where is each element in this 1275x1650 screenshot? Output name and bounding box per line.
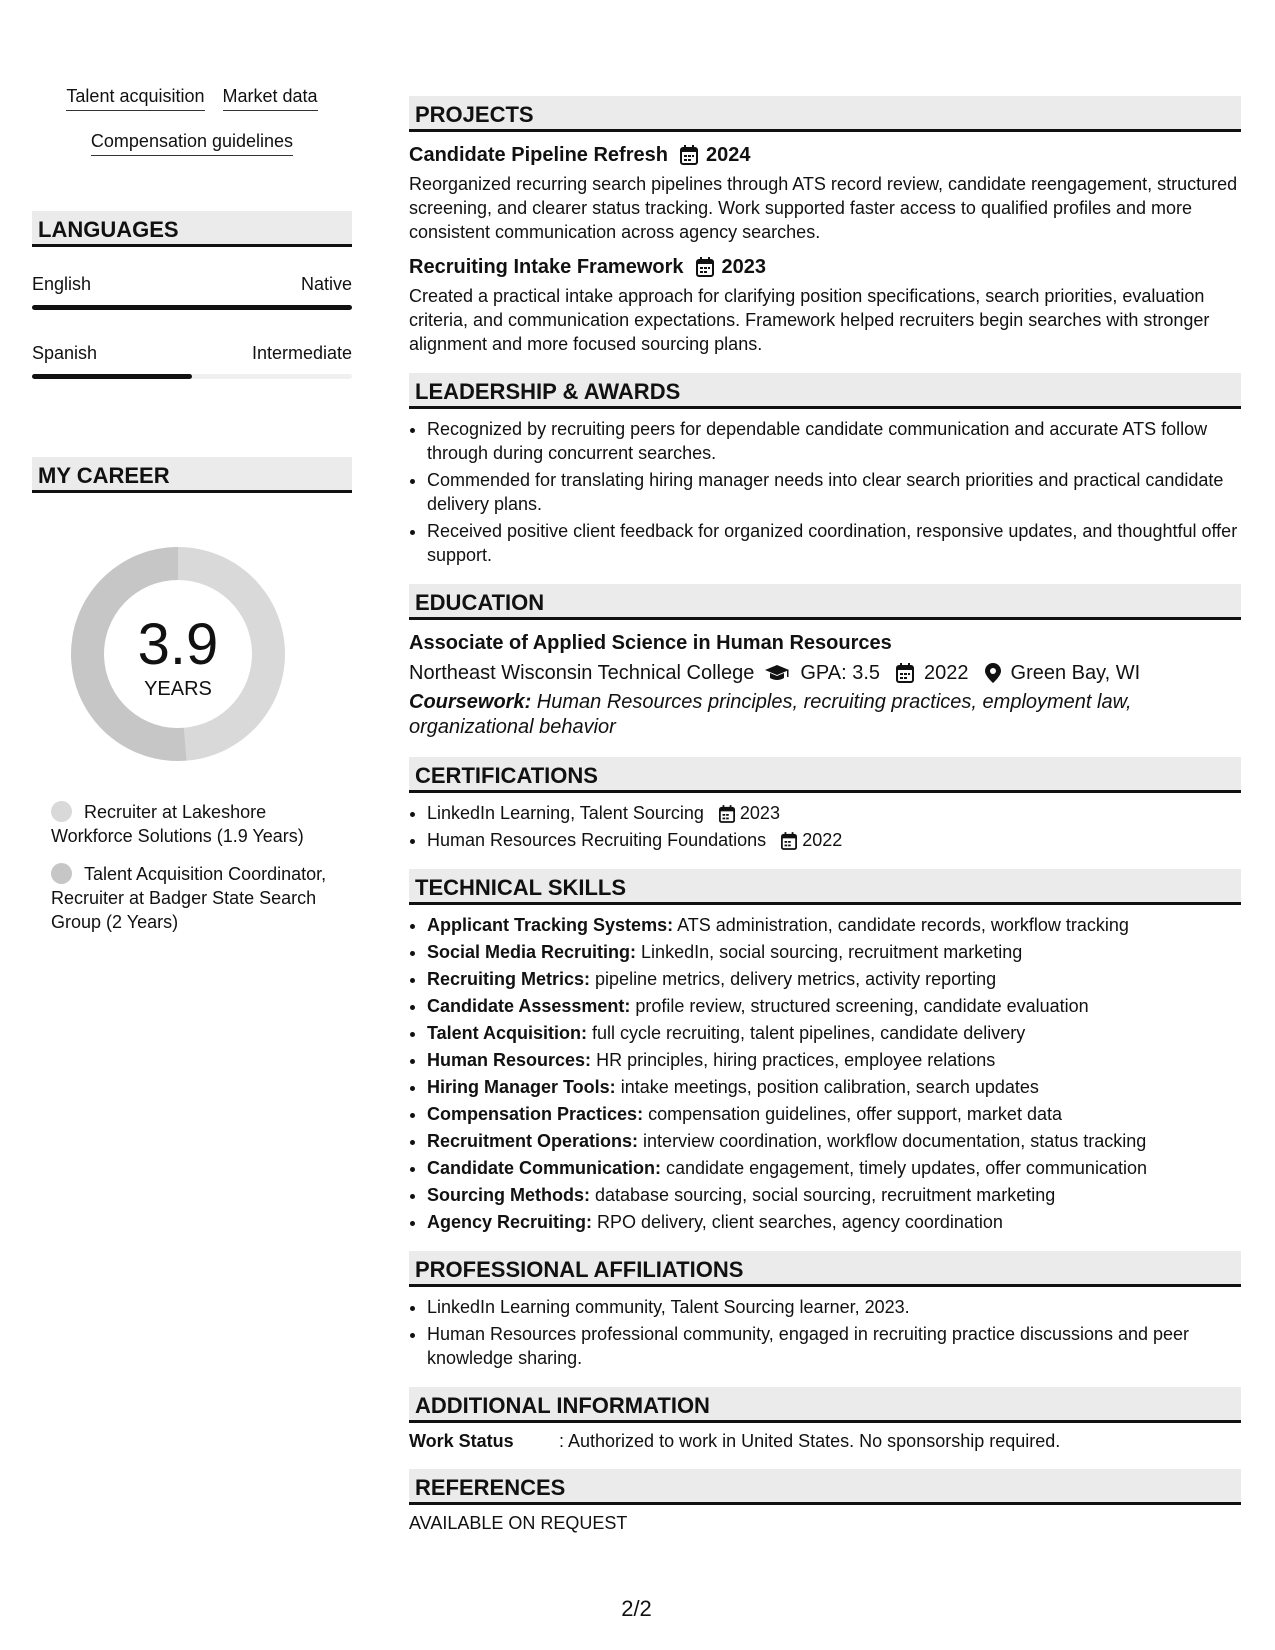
- skill-item: [427, 1075, 1241, 1099]
- certification-item: [427, 828, 1241, 852]
- career-heading: MY CAREER: [32, 457, 352, 493]
- list-item: • Human Resources professional community, engaged in recruiting practice discussions and peer knowledge sharing.: [427, 1322, 1241, 1370]
- skill-label: Talent Acquisition:: [427, 1023, 587, 1043]
- references-heading: REFERENCES: [409, 1469, 1241, 1505]
- projects-section: [409, 96, 1241, 356]
- skill-value: database sourcing, social sourcing, recruitment marketing: [590, 1185, 1056, 1205]
- skill-value: pipeline metrics, delivery metrics, activity reporting: [590, 969, 997, 989]
- degree-title: Associate of Applied Science in Human Resources: [409, 631, 892, 654]
- certification-name: LinkedIn Learning, Talent Sourcing: [427, 803, 704, 823]
- certifications-section: [409, 757, 1241, 852]
- certification-year: 2023: [739, 803, 780, 823]
- work-status-row: [409, 1431, 1241, 1452]
- skill-tags: [32, 86, 352, 176]
- calendar-icon: [696, 257, 714, 277]
- project-name: Candidate Pipeline Refresh: [409, 143, 668, 166]
- projects-heading: PROJECTS: [409, 96, 1241, 132]
- legend-label: Talent Acquisition Coordinator, Recruiter at Badger State Search Group (2 Years): [51, 864, 327, 932]
- certification-item: [427, 801, 1241, 825]
- skill-item: [427, 994, 1241, 1018]
- gpa: GPA: 3.5: [800, 661, 881, 684]
- additional-section: [409, 1387, 1241, 1452]
- skill-value: compensation guidelines, offer support, market data: [643, 1104, 1062, 1124]
- skill-label: Applicant Tracking Systems:: [427, 915, 674, 935]
- certification-name: Human Resources Recruiting Foundations: [427, 830, 767, 850]
- skill-value: candidate engagement, timely updates, offer communication: [661, 1158, 1147, 1178]
- skill-label: Sourcing Methods:: [427, 1185, 590, 1205]
- skill-label: Candidate Assessment:: [427, 996, 631, 1016]
- language-name: English: [32, 274, 92, 294]
- skill-value: full cycle recruiting, talent pipelines, candidate delivery: [587, 1023, 1026, 1043]
- skill-label: Agency Recruiting:: [427, 1212, 593, 1232]
- language-row: [32, 274, 352, 295]
- skill-item: [427, 940, 1241, 964]
- education-section: [409, 584, 1241, 740]
- project-title: [409, 140, 1241, 170]
- list-item: • Recognized by recruiting peers for dependable candidate communication and accurate ATS follow through during concurrent searches.: [427, 417, 1241, 465]
- project-year: 2024: [705, 143, 751, 166]
- page-number-text: 2/2: [621, 1596, 652, 1621]
- languages-heading: LANGUAGES: [32, 211, 352, 247]
- skill-label: Recruiting Metrics:: [427, 969, 591, 989]
- skill-value: LinkedIn, social sourcing, recruitment marketing: [636, 942, 1023, 962]
- references-text: AVAILABLE ON REQUEST: [409, 1513, 628, 1533]
- skill-item: [427, 1129, 1241, 1153]
- work-status-label: Work Status: [409, 1431, 514, 1451]
- skill-label: Social Media Recruiting:: [427, 942, 637, 962]
- skill-value: interview coordination, workflow documentation, status tracking: [638, 1131, 1147, 1151]
- list-item: • Commended for translating hiring manager needs into clear search priorities and practical candidate delivery plans.: [427, 468, 1241, 516]
- language-bar: [32, 374, 352, 379]
- career-total-unit: YEARS: [144, 678, 212, 700]
- career-legend-item: [51, 862, 351, 934]
- additional-heading: ADDITIONAL INFORMATION: [409, 1387, 1241, 1423]
- education-heading: EDUCATION: [409, 584, 1241, 620]
- career-total: [66, 612, 290, 701]
- location: Green Bay, WI: [1010, 661, 1141, 684]
- career-legend-item: [51, 800, 351, 848]
- affiliations-heading: PROFESSIONAL AFFILIATIONS: [409, 1251, 1241, 1287]
- project-title: [409, 252, 1241, 282]
- right-column: [409, 96, 1241, 1551]
- language-bar-fill: [32, 305, 352, 310]
- school-name: Northeast Wisconsin Technical College: [409, 661, 755, 684]
- skill-value: intake meetings, position calibration, search updates: [615, 1077, 1039, 1097]
- project-name: Recruiting Intake Framework: [409, 255, 684, 278]
- language-bar: [32, 305, 352, 310]
- tag: Talent acquisition: [66, 86, 204, 111]
- legend-label: Recruiter at Lakeshore Workforce Solutions (1.9 Years): [51, 802, 304, 846]
- skills-section: [409, 869, 1241, 1234]
- graduation-cap-icon: [764, 663, 790, 683]
- skills-heading: TECHNICAL SKILLS: [409, 869, 1241, 905]
- language-level: Native: [300, 274, 352, 294]
- calendar-icon: [719, 805, 735, 823]
- skill-item: [427, 967, 1241, 991]
- project-description: Created a practical intake approach for clarifying position specifications, search priorities, evaluation criteria, and communication expectations. Framework helped recruiters begin searches with stronger alignment and more focused sourcing plans.: [409, 286, 1210, 354]
- tag: Compensation guidelines: [91, 131, 293, 156]
- language-name: Spanish: [32, 343, 98, 363]
- skill-item: [427, 1048, 1241, 1072]
- skills-list: [409, 913, 1241, 1234]
- project-year: 2023: [721, 255, 767, 278]
- skill-value: HR principles, hiring practices, employee relations: [591, 1050, 996, 1070]
- calendar-icon: [781, 832, 797, 850]
- affiliations-section: [409, 1251, 1241, 1370]
- language-level: Intermediate: [251, 343, 352, 363]
- skill-item: [427, 1156, 1241, 1180]
- skill-label: Compensation Practices:: [427, 1104, 644, 1124]
- certification-year: 2022: [802, 830, 843, 850]
- page-number: [0, 1596, 1275, 1622]
- list-item: • LinkedIn Learning community, Talent Sourcing learner, 2023.: [427, 1295, 1241, 1319]
- calendar-icon: [680, 145, 698, 165]
- leadership-section: [409, 373, 1241, 567]
- education-details: [409, 658, 1241, 688]
- calendar-icon: [896, 663, 914, 683]
- coursework-text: Human Resources principles, recruiting practices, employment law, organizational behavior: [409, 691, 1132, 738]
- career-total-value: 3.9: [137, 612, 219, 677]
- skill-item: [427, 1021, 1241, 1045]
- certifications-heading: CERTIFICATIONS: [409, 757, 1241, 793]
- list-item: • Received positive client feedback for organized coordination, responsive updates, and thoughtful offer support.: [427, 519, 1241, 567]
- location-pin-icon: [985, 663, 1001, 683]
- skill-label: Human Resources:: [427, 1050, 592, 1070]
- skill-label: Candidate Communication:: [427, 1158, 662, 1178]
- language-bar-fill: [32, 374, 192, 379]
- skill-item: [427, 1183, 1241, 1207]
- language-row: [32, 343, 352, 364]
- project-description: Reorganized recurring search pipelines through ATS record review, candidate reengagement, structured screening, and clearer status tracking. Work supported faster access to qualified profiles and more consistent communication across agency searches.: [409, 174, 1238, 242]
- legend-dot: [51, 801, 72, 822]
- skill-label: Recruitment Operations:: [427, 1131, 639, 1151]
- skill-item: [427, 1210, 1241, 1234]
- coursework: [409, 690, 1241, 740]
- skill-value: profile review, structured screening, candidate evaluation: [630, 996, 1089, 1016]
- skill-item: [427, 1102, 1241, 1126]
- legend-dot: [51, 863, 72, 884]
- coursework-label: Coursework:: [409, 691, 532, 713]
- references-section: [409, 1469, 1241, 1534]
- graduation-year: 2022: [924, 661, 969, 684]
- skill-value: RPO delivery, client searches, agency coordination: [592, 1212, 1003, 1232]
- tag: Market data: [223, 86, 318, 111]
- leadership-heading: LEADERSHIP & AWARDS: [409, 373, 1241, 409]
- skill-label: Hiring Manager Tools:: [427, 1077, 616, 1097]
- work-status-value: : Authorized to work in United States. No sponsorship required.: [559, 1431, 1061, 1451]
- skill-item: [427, 913, 1241, 937]
- skill-value: ATS administration, candidate records, workflow tracking: [673, 915, 1129, 935]
